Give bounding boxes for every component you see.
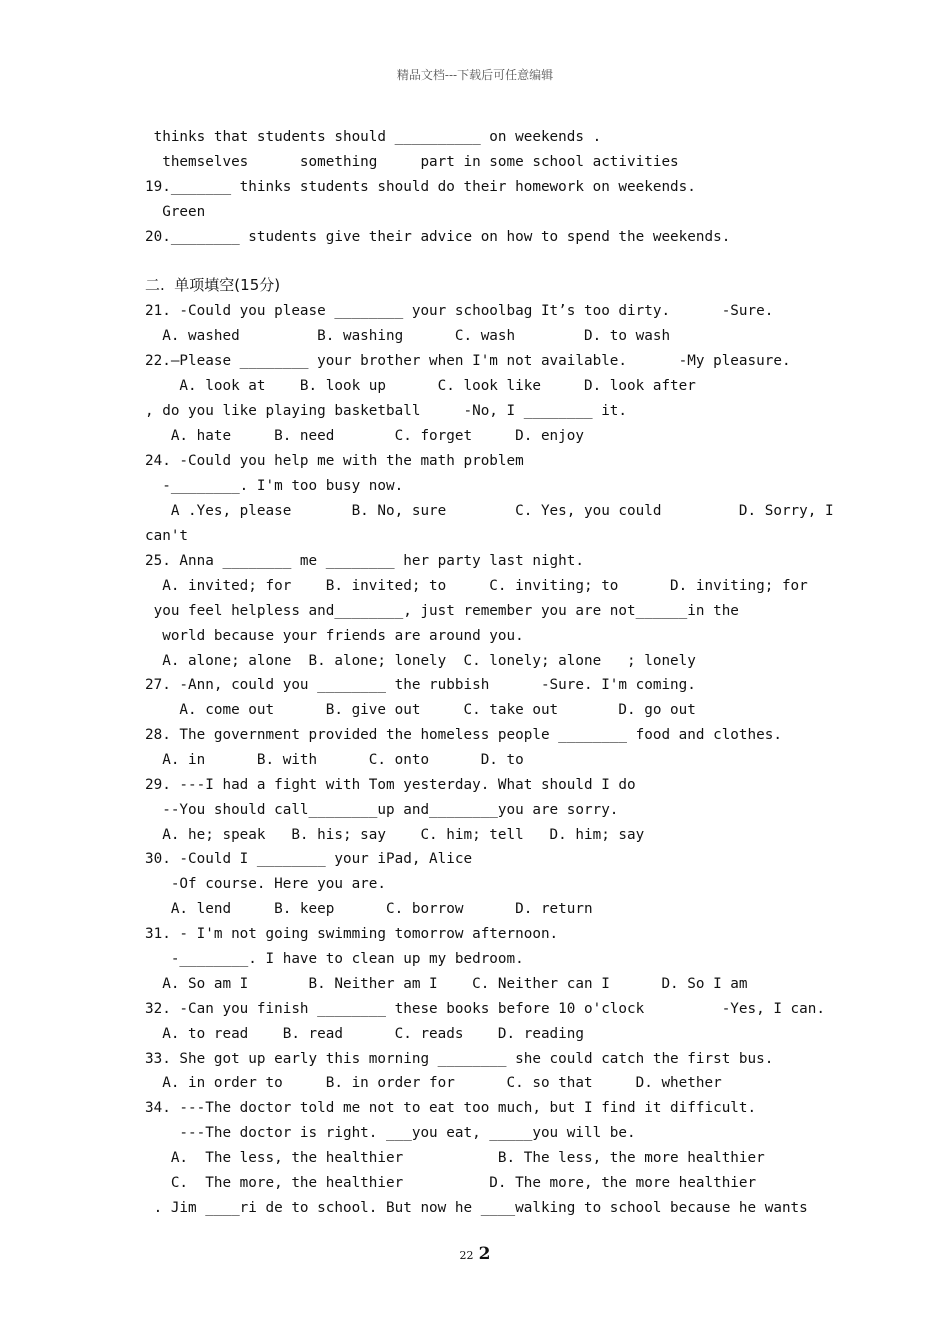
question-30-reply: -Of course. Here you are. — [145, 876, 387, 892]
question-24-options: A .Yes, please B. No, sure C. Yes, you could D. Sorry, I — [145, 503, 834, 519]
text-line-1: thinks that students should __________ on weekends . — [145, 129, 602, 145]
question-34-options-cd: C. The more, the healthier D. The more, the more healthier — [145, 1175, 757, 1191]
question-25: 25. Anna ________ me ________ her party last night. — [145, 553, 584, 569]
question-29-reply: --You should call________up and________you are sorry. — [145, 802, 619, 818]
question-21-options: A. washed B. washing C. wash D. to wash — [145, 328, 671, 344]
question-19: 19._______ thinks students should do their homework on weekends. — [145, 179, 696, 195]
question-23-options: A. hate B. need C. forget D. enjoy — [145, 428, 584, 444]
question-21: 21. -Could you please ________ your schoolbag It’s too dirty. -Sure. — [145, 303, 774, 319]
question-34-reply: ---The doctor is right. ___you eat, _____you will be. — [145, 1125, 636, 1141]
question-34-options-ab: A. The less, the healthier B. The less, the more healthier — [145, 1150, 765, 1166]
text-line-2: themselves something part in some school activities — [145, 154, 679, 170]
page-number-big: 2 — [478, 1244, 491, 1264]
question-26-options: A. alone; alone B. alone; lonely C. lonely; alone ; lonely — [145, 653, 696, 669]
question-22: 22.–Please ________ your brother when I'm not available. -My pleasure. — [145, 353, 791, 369]
question-27-options: A. come out B. give out C. take out D. go out — [145, 702, 696, 718]
question-30: 30. -Could I ________ your iPad, Alice — [145, 851, 473, 867]
question-24-reply: -________. I'm too busy now. — [145, 478, 404, 494]
question-26: you feel helpless and________, just remember you are not______in the — [145, 603, 739, 619]
question-22-options: A. look at B. look up C. look like D. look after — [145, 378, 696, 394]
section-heading: 二. 单项填空(15分) — [145, 276, 281, 294]
page-number — [0, 1244, 950, 1264]
question-29-options: A. he; speak B. his; say C. him; tell D. him; say — [145, 827, 645, 843]
question-33: 33. She got up early this morning ________ she could catch the first bus. — [145, 1051, 774, 1067]
question-33-options: A. in order to B. in order for C. so that D. whether — [145, 1075, 722, 1091]
question-24-options-cont: can't — [145, 528, 189, 544]
question-27: 27. -Ann, could you ________ the rubbish -Sure. I'm coming. — [145, 677, 696, 693]
question-20: 20.________ students give their advice on how to spend the weekends. — [145, 229, 731, 245]
question-28: 28. The government provided the homeless people ________ food and clothes. — [145, 727, 782, 743]
page-number-small: 22 — [459, 1249, 474, 1262]
question-25-options: A. invited; for B. invited; to C. inviting; to D. inviting; for — [145, 578, 808, 594]
question-26-cont: world because your friends are around you. — [145, 628, 524, 644]
question-34: 34. ---The doctor told me not to eat too much, but I find it difficult. — [145, 1100, 757, 1116]
page-header: 精品文档---下载后可任意编辑 — [396, 68, 554, 82]
question-32: 32. -Can you finish ________ these books before 10 o'clock -Yes, I can. — [145, 1001, 825, 1017]
question-23: , do you like playing basketball -No, I ________ it. — [145, 403, 628, 419]
question-31-reply: -________. I have to clean up my bedroom. — [145, 951, 524, 967]
question-30-options: A. lend B. keep C. borrow D. return — [145, 901, 593, 917]
question-35: . Jim ____ri de to school. But now he ____walking to school because he wants — [145, 1200, 808, 1216]
question-24: 24. -Could you help me with the math problem — [145, 453, 524, 469]
question-31-options: A. So am I B. Neither am I C. Neither can I D. So I am — [145, 976, 748, 992]
question-32-options: A. to read B. read C. reads D. reading — [145, 1026, 584, 1042]
question-28-options: A. in B. with C. onto D. to — [145, 752, 524, 768]
text-line-4: Green — [145, 204, 206, 220]
question-29: 29. ---I had a fight with Tom yesterday. What should I do — [145, 777, 636, 793]
question-31: 31. - I'm not going swimming tomorrow afternoon. — [145, 926, 559, 942]
